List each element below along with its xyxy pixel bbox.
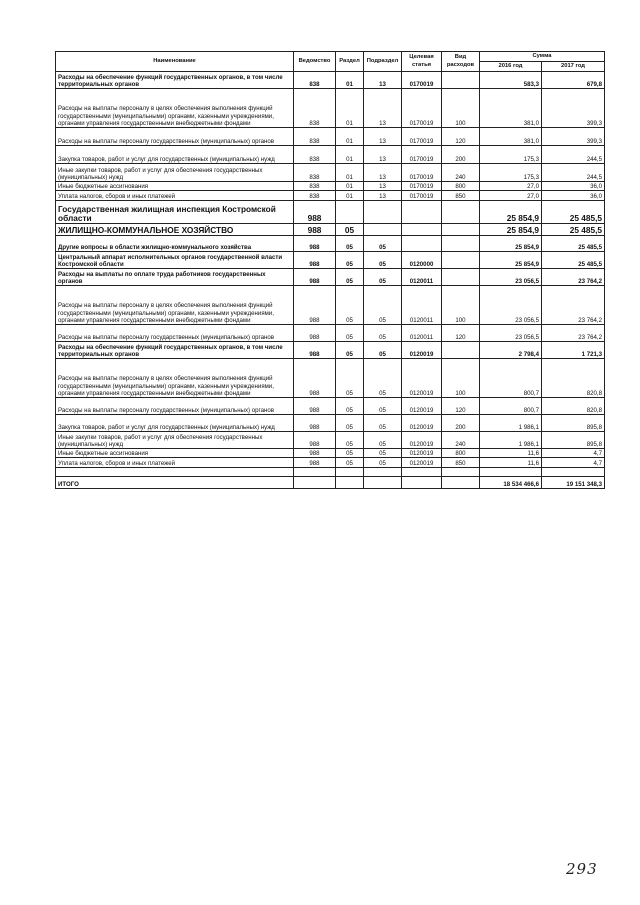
row-name: Государственная жилищная инспекция Костромской области [56, 201, 294, 224]
row-subsection [364, 201, 402, 224]
row-name: Расходы на обеспечение функций государственных органов, в том числе территориальных органов [56, 72, 294, 89]
row-section: 05 [336, 325, 364, 342]
table-row [56, 164, 605, 182]
row-name: Расходы на выплаты персоналу в целях обеспечения выполнения функций государственными (муниципальными) органами, казенными учреждениями, органами управления государственными внебюджетными фондами [56, 286, 294, 325]
row-2016: 2 798,4 [480, 342, 542, 359]
row-subsection: 05 [364, 359, 402, 398]
row-section: 01 [336, 72, 364, 89]
table-row [56, 359, 605, 398]
row-2016: 25 854,9 [480, 252, 542, 269]
row-name: Иные бюджетные ассигнования [56, 449, 294, 458]
row-subsection [364, 468, 402, 477]
header-section: Раздел [336, 52, 364, 72]
table-row [56, 89, 605, 128]
row-target: 0170019 [402, 182, 442, 191]
row-section: 05 [336, 449, 364, 458]
row-section: 05 [336, 236, 364, 252]
row-target: 0120019 [402, 398, 442, 415]
table-row [56, 72, 605, 89]
row-dept: 988 [294, 236, 336, 252]
table-row [56, 449, 605, 458]
table-row [56, 252, 605, 269]
row-2016: 25 854,9 [480, 201, 542, 224]
row-2017: 23 764,2 [542, 286, 605, 325]
row-subsection: 13 [364, 89, 402, 128]
row-2017: 4,7 [542, 458, 605, 468]
row-name: ЖИЛИЩНО-КОММУНАЛЬНОЕ ХОЗЯЙСТВО [56, 224, 294, 236]
row-2017: 25 485,5 [542, 224, 605, 236]
row-2017: 23 764,2 [542, 325, 605, 342]
row-section: 05 [336, 342, 364, 359]
row-2017: 244,5 [542, 164, 605, 182]
row-target: 0170019 [402, 164, 442, 182]
budget-table [55, 51, 605, 489]
header-2017: 2017 год [542, 62, 605, 72]
row-section: 01 [336, 191, 364, 201]
row-target: 0120019 [402, 458, 442, 468]
row-exptype: 100 [442, 89, 480, 128]
row-section: 01 [336, 128, 364, 146]
row-dept: 838 [294, 182, 336, 191]
row-section: 01 [336, 182, 364, 191]
row-2016: 27,0 [480, 182, 542, 191]
row-section [336, 201, 364, 224]
row-dept: 988 [294, 449, 336, 458]
row-2017: 399,3 [542, 128, 605, 146]
row-name: Иные бюджетные ассигнования [56, 182, 294, 191]
row-name: Расходы на выплаты персоналу государственных (муниципальных) органов [56, 128, 294, 146]
row-dept: 988 [294, 342, 336, 359]
table-row [56, 432, 605, 449]
row-name: Расходы на выплаты персоналу в целях обеспечения выполнения функций государственными (муниципальными) органами, казенными учреждениями, органами управления государственными внебюджетными фондами [56, 359, 294, 398]
row-2017: 895,8 [542, 415, 605, 432]
row-target: 0120019 [402, 359, 442, 398]
row-exptype: 240 [442, 432, 480, 449]
row-exptype: 100 [442, 359, 480, 398]
row-section: 05 [336, 252, 364, 269]
row-section: 01 [336, 89, 364, 128]
row-subsection: 13 [364, 182, 402, 191]
row-target: 0170019 [402, 72, 442, 89]
table-row [56, 325, 605, 342]
row-subsection: 05 [364, 458, 402, 468]
row-subsection: 05 [364, 415, 402, 432]
row-dept: 838 [294, 72, 336, 89]
row-subsection: 05 [364, 252, 402, 269]
row-name: Расходы на выплаты персоналу государственных (муниципальных) органов [56, 398, 294, 415]
budget-sheet [55, 51, 604, 489]
row-target: 0120011 [402, 286, 442, 325]
row-exptype: 200 [442, 146, 480, 164]
row-exptype: 120 [442, 398, 480, 415]
row-subsection: 05 [364, 342, 402, 359]
row-2016: 11,6 [480, 449, 542, 458]
table-row [56, 146, 605, 164]
row-section [336, 468, 364, 477]
row-name: Расходы на выплаты персоналу государственных (муниципальных) органов [56, 325, 294, 342]
table-row [56, 236, 605, 252]
row-dept: 988 [294, 252, 336, 269]
header-exptype: Вид расходов [442, 52, 480, 72]
row-dept: 838 [294, 128, 336, 146]
row-2016: 800,7 [480, 359, 542, 398]
row-2016: 381,0 [480, 89, 542, 128]
table-row [56, 182, 605, 191]
table-row [56, 342, 605, 359]
row-target [402, 236, 442, 252]
row-name: Уплата налогов, сборов и иных платежей [56, 191, 294, 201]
table-row [56, 468, 605, 477]
row-subsection: 13 [364, 164, 402, 182]
row-section: 05 [336, 458, 364, 468]
table-row [56, 128, 605, 146]
row-dept: 988 [294, 458, 336, 468]
budget-rows [56, 72, 605, 489]
row-subsection: 05 [364, 286, 402, 325]
row-subsection: 05 [364, 269, 402, 286]
table-row [56, 458, 605, 468]
row-2016: 1 986,1 [480, 432, 542, 449]
row-2017: 25 485,5 [542, 201, 605, 224]
row-2017: 25 485,5 [542, 236, 605, 252]
row-2016: 27,0 [480, 191, 542, 201]
header-2016: 2016 год [480, 62, 542, 72]
row-target: 0170019 [402, 146, 442, 164]
row-exptype: 850 [442, 458, 480, 468]
row-2017: 1 721,3 [542, 342, 605, 359]
table-row [56, 201, 605, 224]
row-2016 [480, 468, 542, 477]
row-section: 05 [336, 398, 364, 415]
row-exptype: 850 [442, 191, 480, 201]
row-target [402, 468, 442, 477]
row-2017: 25 485,5 [542, 252, 605, 269]
row-name: Закупка товаров, работ и услуг для государственных (муниципальных) нужд [56, 146, 294, 164]
row-subsection: 13 [364, 72, 402, 89]
row-section: 05 [336, 269, 364, 286]
row-dept: 838 [294, 89, 336, 128]
row-2016: 175,3 [480, 146, 542, 164]
row-2017: 19 151 348,3 [542, 477, 605, 489]
row-exptype: 120 [442, 128, 480, 146]
header-dept: Ведомство [294, 52, 336, 72]
row-target [402, 224, 442, 236]
row-target: 0120019 [402, 342, 442, 359]
row-target: 0120011 [402, 269, 442, 286]
row-2016: 583,3 [480, 72, 542, 89]
row-dept: 988 [294, 269, 336, 286]
row-dept: 988 [294, 325, 336, 342]
row-section: 05 [336, 286, 364, 325]
row-section: 05 [336, 415, 364, 432]
row-target: 0120019 [402, 449, 442, 458]
row-2017: 895,8 [542, 432, 605, 449]
row-subsection: 13 [364, 128, 402, 146]
row-2016: 800,7 [480, 398, 542, 415]
row-dept: 838 [294, 146, 336, 164]
row-exptype: 240 [442, 164, 480, 182]
row-2017: 679,8 [542, 72, 605, 89]
row-section: 01 [336, 146, 364, 164]
row-exptype [442, 342, 480, 359]
row-section: 01 [336, 164, 364, 182]
row-exptype [442, 224, 480, 236]
row-target: 0120000 [402, 252, 442, 269]
header-subsection: Подраздел [364, 52, 402, 72]
row-name: Центральный аппарат исполнительных органов государственной власти Костромской области [56, 252, 294, 269]
row-exptype: 800 [442, 449, 480, 458]
row-target: 0170019 [402, 128, 442, 146]
row-dept: 988 [294, 432, 336, 449]
row-subsection: 05 [364, 398, 402, 415]
row-exptype [442, 236, 480, 252]
row-name: ИТОГО [56, 477, 294, 489]
row-2017: 244,5 [542, 146, 605, 164]
row-exptype: 800 [442, 182, 480, 191]
row-name: Расходы на выплаты по оплате труда работников государственных органов [56, 269, 294, 286]
row-2016: 1 986,1 [480, 415, 542, 432]
table-row [56, 398, 605, 415]
row-section [336, 477, 364, 489]
row-name: Иные закупки товаров, работ и услуг для обеспечения государственных (муниципальных) нужд [56, 164, 294, 182]
row-2017: 36,0 [542, 182, 605, 191]
table-row [56, 286, 605, 325]
row-2016: 25 854,9 [480, 224, 542, 236]
row-target: 0170019 [402, 191, 442, 201]
row-dept: 988 [294, 286, 336, 325]
row-subsection: 05 [364, 325, 402, 342]
row-name: Расходы на выплаты персоналу в целях обеспечения выполнения функций государственными (муниципальными) органами, казенными учреждениями, органами управления государственными внебюджетными фондами [56, 89, 294, 128]
row-subsection: 05 [364, 432, 402, 449]
row-2017: 4,7 [542, 449, 605, 458]
table-row [56, 415, 605, 432]
row-2016: 381,0 [480, 128, 542, 146]
row-subsection: 05 [364, 236, 402, 252]
table-row [56, 269, 605, 286]
row-dept [294, 468, 336, 477]
row-2017: 820,8 [542, 398, 605, 415]
row-target [402, 477, 442, 489]
row-2016: 18 534 466,6 [480, 477, 542, 489]
row-dept: 988 [294, 224, 336, 236]
row-exptype [442, 201, 480, 224]
header-target: Целевая статья [402, 52, 442, 72]
row-section: 05 [336, 224, 364, 236]
table-row [56, 477, 605, 489]
row-dept: 988 [294, 415, 336, 432]
table-row [56, 224, 605, 236]
row-name: Иные закупки товаров, работ и услуг для обеспечения государственных (муниципальных) нужд [56, 432, 294, 449]
row-2016: 175,3 [480, 164, 542, 182]
table-row [56, 191, 605, 201]
row-exptype: 100 [442, 286, 480, 325]
row-subsection: 13 [364, 191, 402, 201]
row-name: Расходы на обеспечение функций государственных органов, в том числе территориальных органов [56, 342, 294, 359]
row-subsection [364, 477, 402, 489]
row-target: 0120019 [402, 432, 442, 449]
row-exptype [442, 477, 480, 489]
row-dept: 988 [294, 201, 336, 224]
row-target [402, 201, 442, 224]
row-subsection [364, 224, 402, 236]
row-subsection: 13 [364, 146, 402, 164]
row-dept: 838 [294, 191, 336, 201]
row-dept: 988 [294, 398, 336, 415]
row-name [56, 468, 294, 477]
row-name: Закупка товаров, работ и услуг для государственных (муниципальных) нужд [56, 415, 294, 432]
row-2016: 23 056,5 [480, 286, 542, 325]
row-2017: 399,3 [542, 89, 605, 128]
row-target: 0120011 [402, 325, 442, 342]
row-exptype: 120 [442, 325, 480, 342]
header-sum: Сумма [480, 52, 605, 62]
row-exptype [442, 269, 480, 286]
row-name: Другие вопросы в области жилищно-коммунального хозяйства [56, 236, 294, 252]
row-dept [294, 477, 336, 489]
row-2016: 23 056,5 [480, 269, 542, 286]
row-2017: 820,8 [542, 359, 605, 398]
row-2016: 11,6 [480, 458, 542, 468]
row-2017: 23 764,2 [542, 269, 605, 286]
row-2017: 36,0 [542, 191, 605, 201]
row-name: Уплата налогов, сборов и иных платежей [56, 458, 294, 468]
row-exptype [442, 252, 480, 269]
row-section: 05 [336, 432, 364, 449]
row-target: 0120019 [402, 415, 442, 432]
row-exptype [442, 468, 480, 477]
row-target: 0170019 [402, 89, 442, 128]
row-2017 [542, 468, 605, 477]
row-dept: 988 [294, 359, 336, 398]
header-name: Наименование [56, 52, 294, 72]
row-subsection: 05 [364, 449, 402, 458]
row-section: 05 [336, 359, 364, 398]
row-2016: 25 854,9 [480, 236, 542, 252]
row-2016: 23 056,5 [480, 325, 542, 342]
row-exptype [442, 72, 480, 89]
row-exptype: 200 [442, 415, 480, 432]
row-dept: 838 [294, 164, 336, 182]
page-number: 293 [566, 860, 598, 878]
